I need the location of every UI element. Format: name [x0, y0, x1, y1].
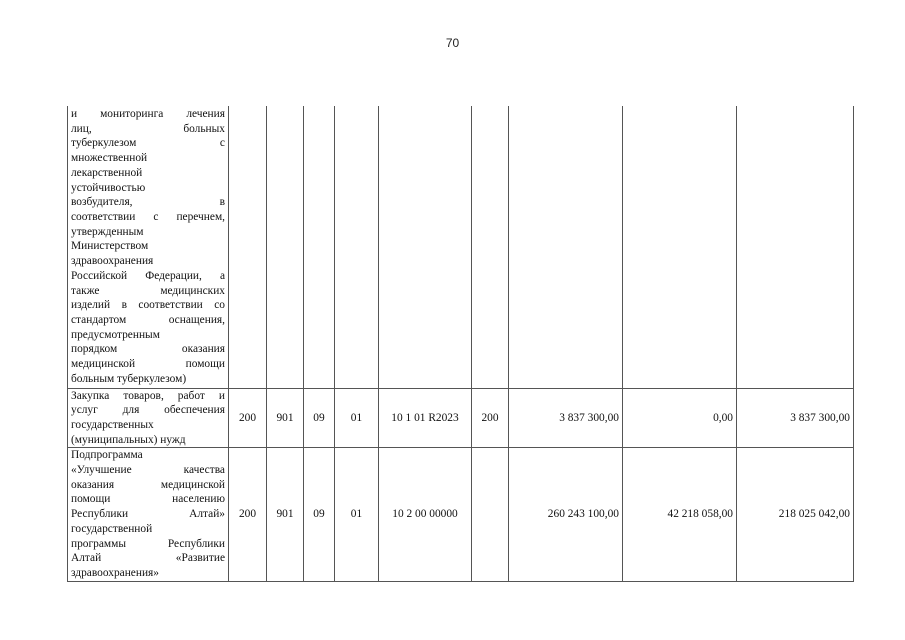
cell-col4: 09: [304, 448, 335, 581]
description-line: лекарственной: [71, 166, 143, 179]
description-line: государственной: [71, 522, 153, 535]
row-description: [68, 388, 229, 448]
cell-col8: [509, 106, 623, 388]
cell-col3: [267, 106, 304, 388]
description-line: и мониторинга лечения: [71, 108, 225, 121]
description-line: больным туберкулезом): [71, 372, 187, 385]
description-line: Подпрограмма: [71, 449, 143, 462]
description-line: Алтай «Развитие: [71, 552, 225, 565]
cell-col9: 0,00: [623, 388, 737, 448]
description-line: «Улучшение качества: [71, 464, 225, 477]
cell-col6: [379, 106, 472, 388]
cell-col7: [472, 448, 509, 581]
cell-col2: 200: [229, 448, 267, 581]
description-line: услуг для обеспечения: [71, 404, 225, 417]
cell-col5: 01: [335, 448, 379, 581]
description-line: предусмотренным: [71, 328, 160, 341]
cell-col10: 218 025 042,00: [737, 448, 854, 581]
description-line: Министерством: [71, 240, 149, 253]
cell-col5: 01: [335, 388, 379, 448]
description-line: Республики Алтай»: [71, 508, 225, 521]
description-line: программы Республики: [71, 537, 225, 550]
table-row: [68, 106, 854, 388]
description-line: здравоохранения: [71, 255, 154, 268]
description-line: Закупка товаров, работ и: [71, 389, 225, 402]
description-line: туберкулезом с: [71, 137, 225, 150]
description-line: медицинской помощи: [71, 358, 225, 371]
cell-col2: [229, 106, 267, 388]
cell-col6: 10 1 01 R2023: [379, 388, 472, 448]
page-number: 70: [445, 36, 460, 50]
table-row: [68, 448, 854, 581]
cell-col7: [472, 106, 509, 388]
cell-col3: 901: [267, 448, 304, 581]
description-line: Российской Федерации, а: [71, 269, 225, 282]
description-line: помощи населению: [71, 493, 225, 506]
cell-col8: 3 837 300,00: [509, 388, 623, 448]
description-line: (муниципальных) нужд: [71, 433, 186, 446]
cell-col7: 200: [472, 388, 509, 448]
description-line: оказания медицинской: [71, 478, 225, 491]
cell-col5: [335, 106, 379, 388]
description-line: стандартом оснащения,: [71, 313, 225, 326]
budget-table: [67, 106, 854, 582]
cell-col9: 42 218 058,00: [623, 448, 737, 581]
description-line: порядком оказания: [71, 343, 225, 356]
table-row: [68, 388, 854, 448]
cell-col4: 09: [304, 388, 335, 448]
cell-col6: 10 2 00 00000: [379, 448, 472, 581]
description-line: изделий в соответствии со: [71, 299, 225, 312]
cell-col2: 200: [229, 388, 267, 448]
cell-col4: [304, 106, 335, 388]
description-line: утвержденным: [71, 225, 144, 238]
description-line: также медицинских: [71, 284, 225, 297]
description-line: возбудителя, в: [71, 196, 225, 209]
row-description: [68, 106, 229, 388]
description-line: множественной: [71, 152, 148, 165]
row-description: [68, 448, 229, 581]
cell-col10: 3 837 300,00: [737, 388, 854, 448]
description-line: лиц, больных: [71, 122, 225, 135]
cell-col9: [623, 106, 737, 388]
cell-col8: 260 243 100,00: [509, 448, 623, 581]
description-line: устойчивостью: [71, 181, 146, 194]
cell-col10: [737, 106, 854, 388]
description-line: здравоохранения»: [71, 566, 159, 579]
cell-col3: 901: [267, 388, 304, 448]
description-line: государственных: [71, 418, 154, 431]
description-line: соответствии с перечнем,: [71, 210, 225, 223]
